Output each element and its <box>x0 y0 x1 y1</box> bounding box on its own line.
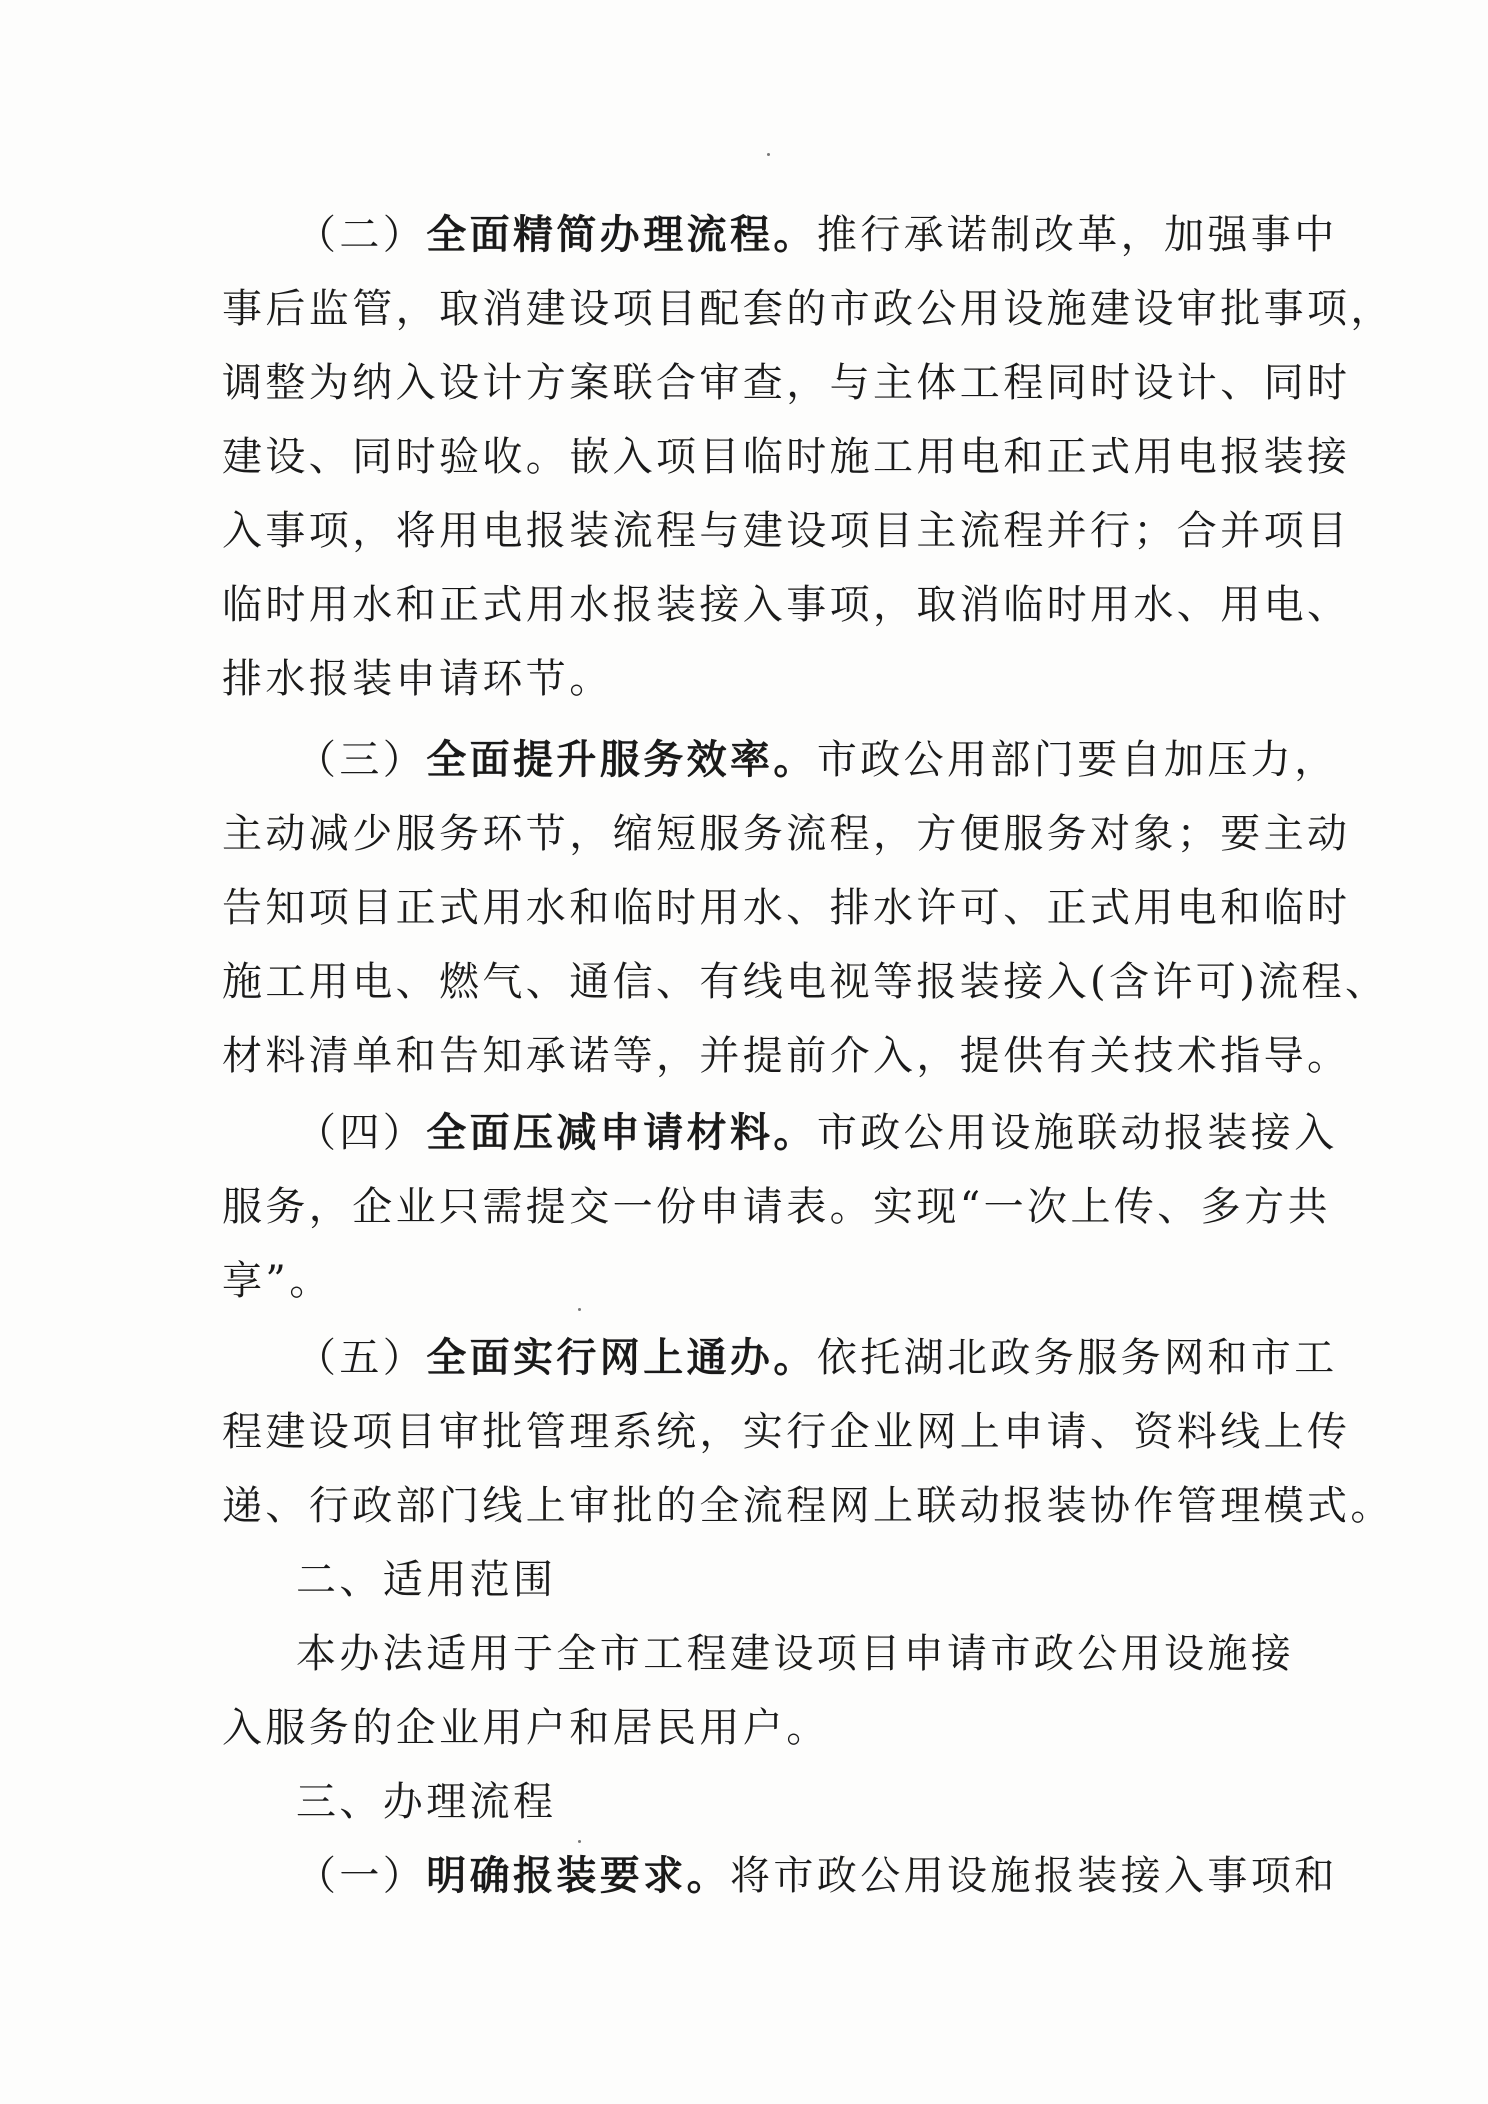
paragraph-heading: 全面实行网上通办。 <box>426 1334 817 1381</box>
paragraph-text: 依托湖北政务服务网和市工 <box>816 1335 1338 1381</box>
paragraph-4-line-2: 服务，企业只需提交一份申请表。实现“一次上传、多方共 <box>222 1184 1331 1230</box>
paragraph-text: 推行承诺制改革，加强事中 <box>816 212 1338 258</box>
paragraph-5-line-2: 程建设项目审批管理系统，实行企业网上申请、资料线上传 <box>222 1409 1351 1455</box>
paragraph-2-line-5: 入事项，将用电报装流程与建设项目主流程并行；合并项目 <box>222 508 1351 554</box>
paragraph-text: 将市政公用设施报装接入事项和 <box>730 1853 1338 1899</box>
process-line-1 <box>296 1851 1338 1901</box>
paragraph-3-line-3: 告知项目正式用水和临时用水、排水许可、正式用电和临时 <box>222 885 1351 931</box>
paragraph-number: （三） <box>296 737 427 783</box>
paragraph-number: （二） <box>296 212 427 258</box>
paragraph-2-line-7: 排水报装申请环节。 <box>222 656 613 702</box>
paragraph-3-line-5: 材料清单和告知承诺等，并提前介入，提供有关技术指导。 <box>222 1033 1351 1079</box>
paragraph-4-line-1 <box>296 1108 1338 1158</box>
paragraph-text: 市政公用部门要自加压力， <box>816 737 1338 783</box>
section-heading-process: 三、办理流程 <box>296 1779 557 1825</box>
paragraph-2-line-2: 事后监管，取消建设项目配套的市政公用设施建设审批事项， <box>222 286 1394 332</box>
paragraph-2-line-6: 临时用水和正式用水报装接入事项，取消临时用水、用电、 <box>222 582 1351 628</box>
scan-speck <box>767 153 770 156</box>
scan-speck <box>578 1840 581 1843</box>
paragraph-3-line-4: 施工用电、燃气、通信、有线电视等报装接入(含许可)流程、 <box>222 959 1389 1005</box>
paragraph-number: （四） <box>296 1110 427 1156</box>
paragraph-4-line-3: 享”。 <box>222 1258 333 1304</box>
paragraph-heading: 明确报装要求。 <box>426 1852 731 1899</box>
scan-speck <box>578 1308 581 1311</box>
paragraph-heading: 全面压减申请材料。 <box>426 1109 817 1156</box>
paragraph-5-line-3: 递、行政部门线上审批的全流程网上联动报装协作管理模式。 <box>222 1483 1394 1529</box>
paragraph-number: （五） <box>296 1335 427 1381</box>
scope-line-2: 入服务的企业用户和居民用户。 <box>222 1705 830 1751</box>
section-heading-scope: 二、适用范围 <box>296 1557 557 1603</box>
paragraph-heading: 全面精简办理流程。 <box>426 211 817 258</box>
paragraph-3-line-1 <box>296 735 1338 785</box>
paragraph-heading: 全面提升服务效率。 <box>426 736 817 783</box>
paragraph-5-line-1 <box>296 1333 1338 1383</box>
paragraph-2-line-4: 建设、同时验收。嵌入项目临时施工用电和正式用电报装接 <box>222 434 1351 480</box>
paragraph-number: （一） <box>296 1853 427 1899</box>
paragraph-2-line-1 <box>296 210 1338 260</box>
paragraph-3-line-2: 主动减少服务环节，缩短服务流程，方便服务对象；要主动 <box>222 811 1351 857</box>
scope-line-1: 本办法适用于全市工程建设项目申请市政公用设施接 <box>296 1631 1295 1677</box>
paragraph-2-line-3: 调整为纳入设计方案联合审查，与主体工程同时设计、同时 <box>222 360 1351 406</box>
paragraph-text: 市政公用设施联动报装接入 <box>816 1110 1338 1156</box>
